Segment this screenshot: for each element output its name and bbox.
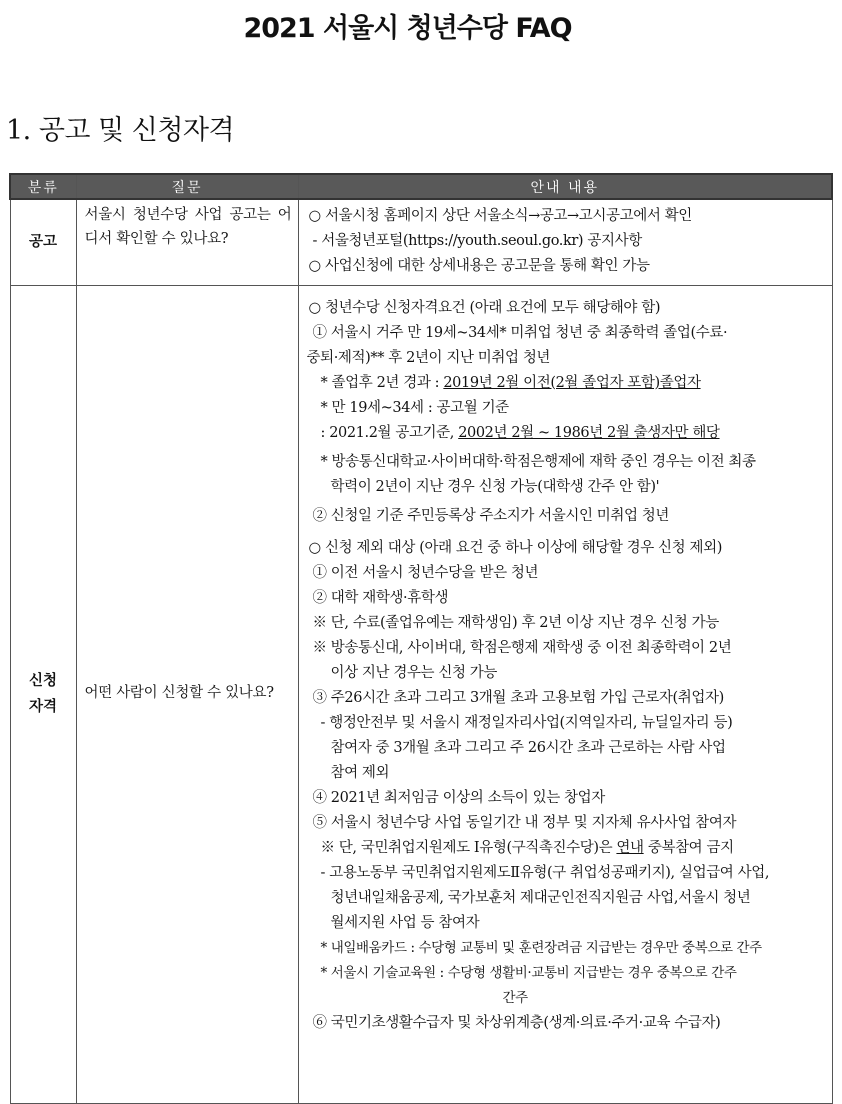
- guide-line: ○ 사업신청에 대한 상세내용은 공고문을 통해 확인 가능: [308, 258, 650, 274]
- guide-line: ③ 주26시간 초과 그리고 3개월 초과 고용보험 가입 근로자(취업자): [312, 689, 724, 706]
- header-guide: 안내 내용: [298, 174, 832, 199]
- note-underlined: 연내: [616, 839, 644, 856]
- table-header-row: [10, 174, 832, 199]
- category-cell: [10, 285, 76, 1103]
- guide-line: 청년내일채움공제, 국가보훈처 제대군인전직지원금 사업,서울시 청년: [330, 889, 751, 906]
- guide-line: 참여 제외: [330, 764, 390, 781]
- guide-line: * 방송통신대학교·사이버대학·학점은행제에 재학 중인 경우는 이전 최종: [320, 453, 756, 470]
- spacer: [307, 529, 826, 536]
- guide-line: ⑥ 국민기초생활수급자 및 차상위계층(생계·의료·주거·교육 수급자): [312, 1014, 721, 1031]
- guide-line: 간주: [502, 989, 528, 1006]
- guide-line: * 내일배움카드 : 수당형 교통비 및 훈련장려금 지급받는 경우만 중복으로 간주: [320, 939, 762, 956]
- header-question: 질문: [76, 174, 298, 199]
- guide-line: - 행정안전부 및 서울시 재정일자리사업(지역일자리, 뉴딜일자리 등): [320, 714, 733, 731]
- guide-line: ○ 서울시청 홈페이지 상단 서울소식→공고→고시공고에서 확인: [308, 208, 692, 224]
- guide-line: [307, 229, 826, 254]
- question-cell: 서울시 청년수당 사업 공고는 어디서 확인할 수 있나요?: [76, 199, 298, 285]
- guide-line: 이상 지난 경우는 신청 가능: [330, 664, 498, 681]
- guide-line: ※ 단, 수료(졸업유예는 재학생임) 후 2년 이상 지난 경우 신청 가능: [312, 614, 719, 631]
- table-row-eligibility: [10, 285, 832, 1103]
- question-text: 어떤 사람이 신청할 수 있나요?: [84, 685, 274, 702]
- note-underlined: 2019년 2월 이전(2월 졸업자 포함)졸업자: [443, 374, 701, 391]
- guide-cell: [298, 199, 832, 285]
- note-label: ※ 단, 국민취업지원제도 Ⅰ유형(구직촉진수당)은: [320, 839, 617, 856]
- guide-line: * 만 19세~34세 : 공고월 기준: [320, 399, 509, 416]
- note-label: * 졸업후 2년 경과 :: [320, 374, 444, 391]
- guide-line: [307, 421, 826, 446]
- guide-line: 월세지원 사업 등 참여자: [330, 914, 480, 931]
- guide-line: ① 이전 서울시 청년수당을 받은 청년: [312, 564, 539, 581]
- guide-line: 학력이 2년이 지난 경우 신청 가능(대학생 간주 안 함)': [330, 478, 660, 495]
- guide-line: ⑤ 서울시 청년수당 사업 동일기간 내 정부 및 지자체 유사사업 참여자: [312, 814, 737, 831]
- guide-line: 참여자 중 3개월 초과 그리고 주 26시간 초과 근로하는 사람 사업: [330, 739, 726, 756]
- guide-line: - 고용노동부 국민취업지원제도Ⅱ유형(구 취업성공패키지), 실업급여 사업,: [320, 864, 770, 881]
- guide-line: ○ 청년수당 신청자격요건 (아래 요건에 모두 해당해야 함): [308, 299, 661, 316]
- guide-line: [307, 836, 826, 861]
- section-heading: 1. 공고 및 신청자격: [6, 115, 235, 146]
- guide-line: ② 대학 재학생·휴학생: [312, 589, 449, 606]
- header-category: 분류: [10, 174, 76, 199]
- guide-line: ※ 방송통신대, 사이버대, 학점은행제 재학생 중 이전 최종학력이 2년: [312, 639, 732, 656]
- guide-line: * 서울시 기술교육원 : 수당형 생활비·교통비 지급받는 경우 중복으로 간주: [320, 964, 737, 981]
- note-label: : 2021.2월 공고기준,: [320, 424, 459, 441]
- note-underlined: 2002년 2월 ~ 1986년 2월 출생자만 해당: [458, 424, 720, 441]
- document-title: 2021 서울시 청년수당 FAQ: [243, 13, 572, 44]
- guide-cell: [298, 285, 832, 1103]
- portal-link-text: - 서울청년포털(https://youth.seoul.go.kr) 공지사항: [312, 233, 642, 249]
- note-label: 중복참여 금지: [643, 839, 734, 856]
- category-label: 신청 자격: [28, 672, 57, 715]
- guide-line: 중퇴·제적)** 후 2년이 지난 미취업 청년: [306, 349, 551, 366]
- guide-line: [307, 371, 826, 396]
- guide-line: ② 신청일 기준 주민등록상 주소지가 서울시인 미취업 청년: [312, 507, 670, 524]
- guide-line: ④ 2021년 최저임금 이상의 소득이 있는 창업자: [312, 789, 605, 806]
- table-row-announcement: [10, 199, 832, 285]
- guide-line: ① 서울시 거주 만 19세~34세* 미취업 청년 중 최종학력 졸업(수료·: [312, 324, 728, 341]
- faq-table: [9, 173, 833, 1104]
- guide-line: ○ 신청 제외 대상 (아래 요건 중 하나 이상에 해당할 경우 신청 제외): [308, 539, 722, 556]
- question-cell: [76, 285, 298, 1103]
- category-cell: 공고: [10, 199, 76, 285]
